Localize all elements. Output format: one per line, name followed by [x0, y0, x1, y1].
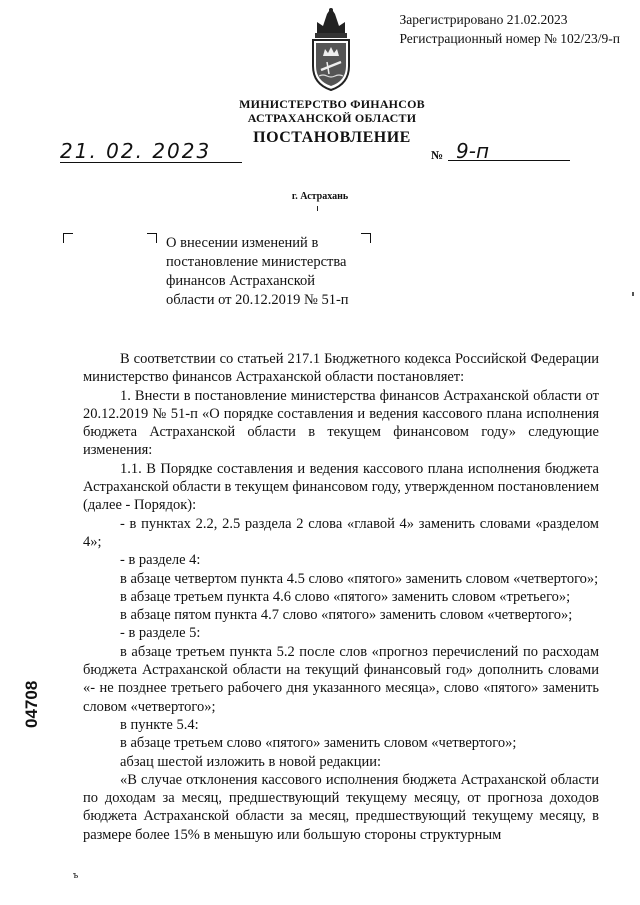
paragraph-point-5-2: в абзаце третьем пункта 5.2 после слов «прогноз перечислений по расходам бюджета Астраханской области на текущий финансовый год» дополнить словами «- не позднее третьего рабочего дня указанного месяца», слово «пятого» заменить словом «четвертого»;	[83, 643, 599, 715]
paragraph-new-wording: «В случае отклонения кассового исполнения бюджета Астраханской области по доходам за месяц, предшествующий текущему месяцу, от прогноза доходов бюджета Астраханской области за месяц, предшествующий текущему месяцу, в размере более 15% в меньшую или большую стороны структурным	[83, 771, 599, 843]
corner-mark-middle	[147, 233, 157, 243]
ministry-name	[0, 97, 640, 125]
subject-line-1: О внесении изменений в	[166, 235, 319, 251]
ministry-line-1: МИНИСТЕРСТВО ФИНАНСОВ	[239, 97, 425, 111]
side-stamp-number	[22, 668, 40, 728]
divider-tick	[317, 206, 318, 211]
document-subject	[166, 234, 386, 310]
footer-mark: ъ	[73, 870, 79, 881]
subject-line-2: постановление министерства	[166, 254, 347, 270]
paragraph-item-1-1: 1.1. В Порядке составления и ведения кассового плана исполнения бюджета Астраханской области в текущем финансовом году, утвержденном постановлением (далее - Порядок):	[83, 460, 599, 514]
paragraph-preamble: В соответствии со статьей 217.1 Бюджетного кодекса Российской Федерации министерство финансов Астраханской области постановляет:	[83, 351, 599, 386]
paragraph-change-sections: - в пунктах 2.2, 2.5 раздела 2 слова «главой 4» заменить словами «разделом 4»;	[83, 515, 599, 550]
handwritten-date: 21. 02. 2023	[60, 139, 242, 163]
document-type: ПОСТАНОВЛЕНИЕ	[253, 129, 411, 146]
corner-mark-left	[63, 233, 73, 243]
paragraph-point-4-6: в абзаце третьем пункта 4.6 слово «пятого» заменить словом «третьего»;	[120, 588, 571, 605]
paragraph-point-5-4: в пункте 5.4:	[120, 716, 199, 733]
subject-line-4: области от 20.12.2019 № 51-п	[166, 292, 349, 308]
city-label: г. Астрахань	[291, 191, 349, 202]
margin-dot	[632, 292, 634, 296]
ministry-line-2: АСТРАХАНСКОЙ ОБЛАСТИ	[247, 111, 417, 125]
registration-number: Регистрационный номер № 102/23/9-п	[399, 31, 620, 46]
paragraph-point-4-7: в абзаце пятом пункта 4.7 слово «пятого» заменить словом «четвертого»;	[120, 607, 573, 624]
document-body	[83, 350, 599, 844]
paragraph-point-5-4-abz3: в абзаце третьем слово «пятого» заменить словом «четвертого»;	[120, 735, 517, 752]
number-label: №	[431, 148, 444, 162]
paragraph-item-1: 1. Внести в постановление министерства финансов Астраханской области от 20.12.2019 № 51-п «О порядке составления и ведения кассового плана исполнения бюджета Астраханской области в текущем финансовом году» следующие изменения:	[83, 387, 599, 459]
handwritten-number: 9-п	[448, 139, 570, 161]
side-stamp-text: 04708	[22, 680, 41, 728]
registration-stamp	[399, 10, 620, 48]
paragraph-point-5-4-abz6: абзац шестой изложить в новой редакции:	[120, 753, 382, 770]
paragraph-section-5: - в разделе 5:	[120, 625, 201, 642]
registration-date: Зарегистрировано 21.02.2023	[399, 12, 568, 27]
paragraph-point-4-5: в абзаце четвертом пункта 4.5 слово «пятого» заменить словом «четвертого»;	[120, 570, 599, 587]
paragraph-section-4: - в разделе 4:	[120, 552, 201, 569]
subject-line-3: финансов Астраханской	[166, 273, 316, 289]
coat-of-arms-icon	[303, 4, 359, 92]
